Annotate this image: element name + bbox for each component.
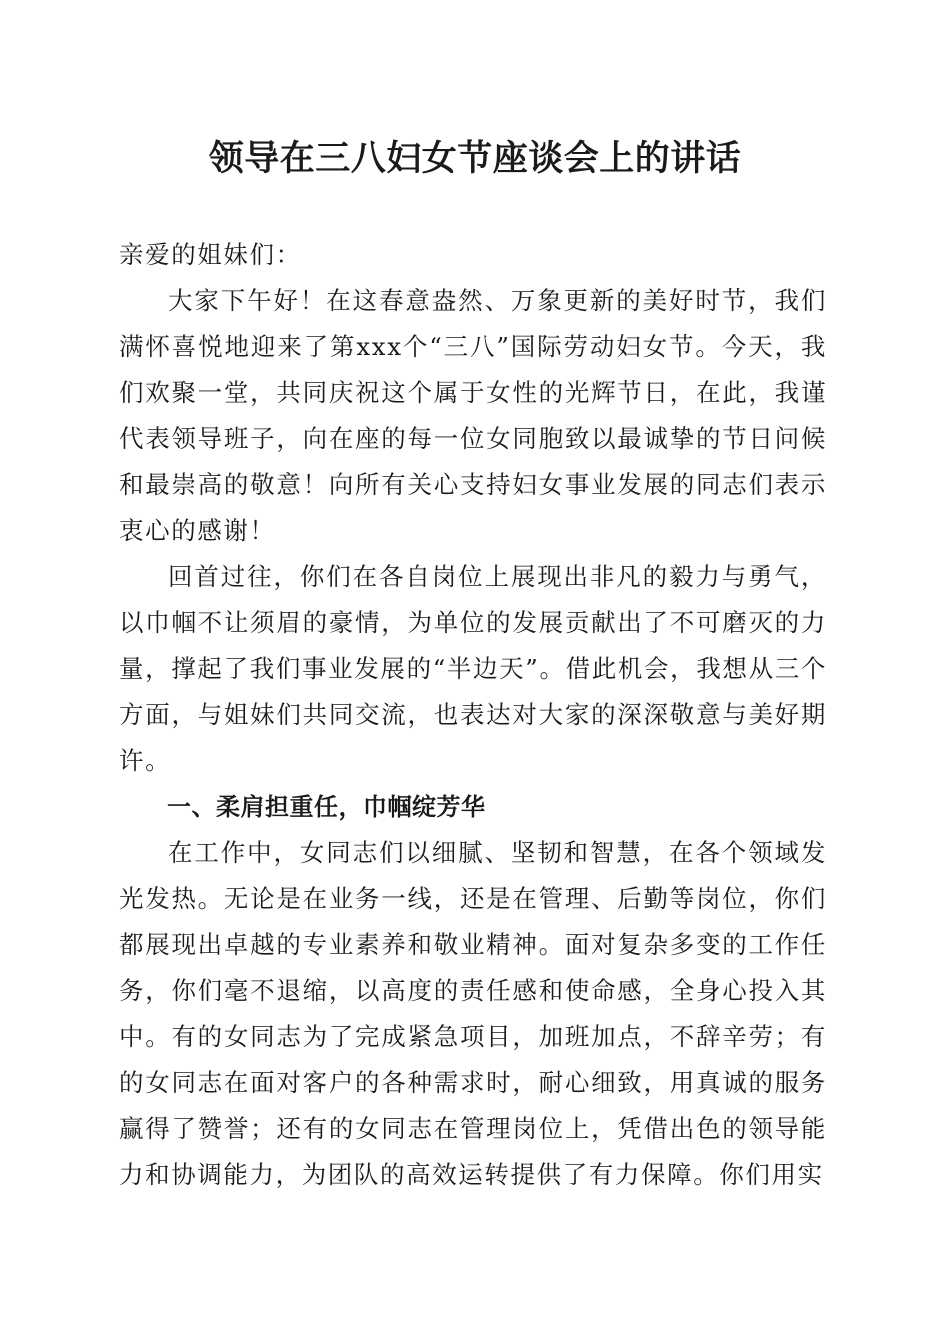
salutation: 亲爱的姐妹们： — [119, 240, 302, 269]
paragraph-review: 回首过往，你们在各自岗位上展现出非凡的毅力与勇气，以巾帼不让须眉的豪情，为单位的发展贡献出了不可磨灭的力量，撑起了我们事业发展的“半边天”。借此机会，我想从三个方面，与姐妹们共同交流，也表达对大家的深深敬意与美好期许。 — [119, 562, 827, 775]
paragraph-section-one: 在工作中，女同志们以细腻、坚韧和智慧，在各个领域发光发热。无论是在业务一线，还是在管理、后勤等岗位，你们都展现出卓越的专业素养和敬业精神。面对复杂多变的工作任务，你们毫不退缩，以高度的责任感和使命感，全身心投入其中。有的女同志为了完成紧急项目，加班加点，不辞辛劳；有的女同志在面对客户的各种需求时，耐心细致，用真诚的服务赢得了赞誉；还有的女同志在管理岗位上，凭借出色的领导能力和协调能力，为团队的高效运转提供了有力保障。你们用实 — [119, 838, 827, 1189]
paragraph-greeting: 大家下午好！在这春意盎然、万象更新的美好时节，我们满怀喜悦地迎来了第xxx个“三八”国际劳动妇女节。今天，我们欢聚一堂，共同庆祝这个属于女性的光辉节日，在此，我谨代表领导班子，向在座的每一位女同胞致以最诚挚的节日问候和最崇高的敬意！向所有关心支持妇女事业发展的同志们表示衷心的感谢！ — [119, 286, 827, 545]
document-body — [119, 232, 827, 1198]
section-heading: 一、柔肩担重任，巾帼绽芳华 — [167, 793, 486, 821]
document-title: 领导在三八妇女节座谈会上的讲话 — [208, 138, 742, 179]
